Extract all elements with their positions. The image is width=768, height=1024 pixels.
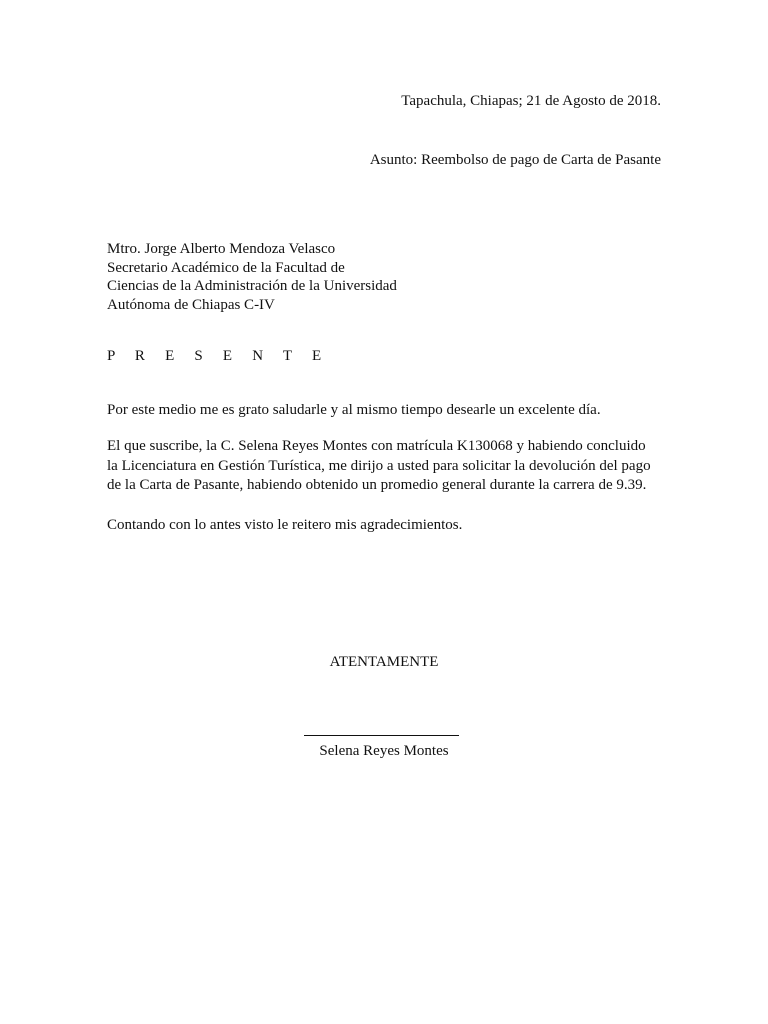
signature-line bbox=[304, 735, 459, 736]
recipient-block bbox=[107, 240, 397, 314]
request-line-3: de la Carta de Pasante, habiendo obtenido un promedio general durante la carrera de 9.39. bbox=[107, 477, 647, 493]
recipient-title-line-1: Secretario Académico de la Facultad de bbox=[107, 259, 345, 276]
place-date: Tapachula, Chiapas; 21 de Agosto de 2018. bbox=[401, 93, 661, 109]
subject-line: Asunto: Reembolso de pago de Carta de Pasante bbox=[369, 152, 661, 168]
request-paragraph bbox=[107, 437, 667, 496]
greeting-paragraph: Por este medio me es grato saludarle y al mismo tiempo desearle un excelente día. bbox=[107, 402, 601, 418]
closing-paragraph: Contando con lo antes visto le reitero mis agradecimientos. bbox=[107, 517, 463, 533]
recipient-name: Mtro. Jorge Alberto Mendoza Velasco bbox=[107, 241, 336, 257]
request-line-1: El que suscribe, la C. Selena Reyes Montes con matrícula K130068 y habiendo concluido bbox=[107, 438, 646, 454]
request-line-2: la Licenciatura en Gestión Turística, me dirijo a usted para solicitar la devolución del pago bbox=[107, 457, 651, 474]
recipient-title-line-2: Ciencias de la Administración de la Universidad bbox=[107, 278, 397, 294]
recipient-title-line-3: Autónoma de Chiapas C-IV bbox=[107, 296, 275, 313]
salutation: P R E S E N T E bbox=[107, 348, 330, 364]
farewell: ATENTAMENTE bbox=[329, 654, 439, 670]
signer-name: Selena Reyes Montes bbox=[319, 743, 449, 759]
